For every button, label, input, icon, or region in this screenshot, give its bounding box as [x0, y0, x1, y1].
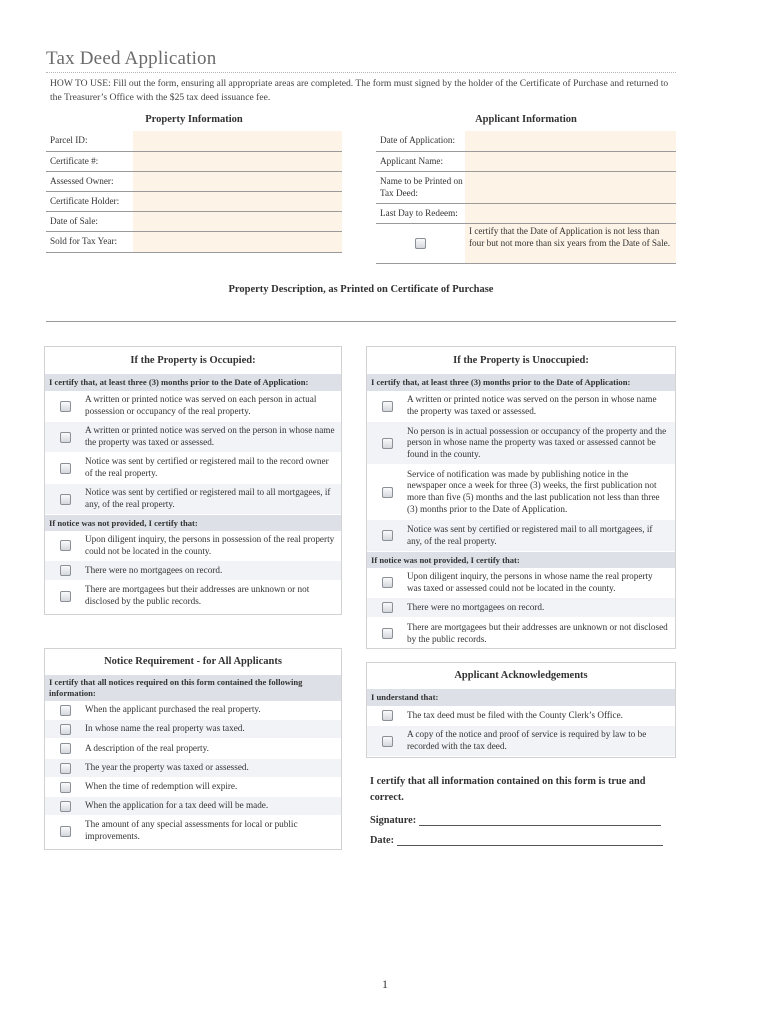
date-of-application-row	[376, 131, 676, 152]
checkbox-notice-6[interactable]	[60, 801, 71, 812]
date-of-application-input[interactable]	[465, 131, 676, 151]
checkbox-notice-3[interactable]	[60, 743, 71, 754]
sold-for-tax-year-input[interactable]	[133, 232, 342, 252]
date-label: Date:	[370, 835, 395, 846]
assessed-owner-label: Assessed Owner:	[50, 175, 114, 186]
parcel-id-input[interactable]	[133, 131, 342, 151]
notice-item	[45, 720, 341, 739]
occupied-item-text: Notice was sent by certified or registered mail to all mortgagees, if any, of the real property.	[85, 487, 331, 509]
occupied-item	[45, 484, 341, 515]
property-description-heading: Property Description, as Printed on Certificate of Purchase	[228, 284, 494, 295]
certificate-holder-input[interactable]	[133, 192, 342, 211]
unoccupied-title: If the Property is Unoccupied:	[453, 355, 589, 366]
title-divider	[46, 72, 676, 73]
notice-item-text: When the application for a tax deed will be made.	[85, 800, 269, 811]
acknowledgement-item-text: The tax deed must be filed with the County Clerk’s Office.	[407, 709, 623, 720]
how-to-use-instructions: HOW TO USE: Fill out the form, ensuring all appropriate areas are completed. The form must signed by the holder of the Certificate of Purchase and returned to the Treasurer’s Office with the $25 tax deed issuance fee.	[50, 78, 669, 103]
checkbox-unoccupied-4[interactable]	[382, 530, 393, 541]
name-printed-input[interactable]	[465, 172, 676, 203]
occupied-section	[44, 346, 342, 615]
checkbox-notice-2[interactable]	[60, 724, 71, 735]
checkbox-unoccupied-2[interactable]	[382, 438, 393, 449]
checkbox-notice-5[interactable]	[60, 782, 71, 793]
unoccupied-item	[367, 391, 675, 422]
unoccupied-item-text: No person is in actual possession or occupancy of the property and the person in whose name the property was taxed or assessed cannot be found in the county.	[407, 425, 667, 459]
notice-item-text: In whose name the real property was taxed.	[85, 723, 245, 734]
checkbox-unoccupied-1[interactable]	[382, 401, 393, 412]
unoccupied-alt-item	[367, 568, 675, 598]
checkbox-notice-4[interactable]	[60, 763, 71, 774]
occupied-alt-item	[45, 531, 341, 561]
last-day-to-redeem-row	[376, 204, 676, 224]
notice-certify-head: I certify that all notices required on this form contained the following information:	[45, 675, 341, 701]
page-title: Tax Deed Application	[46, 48, 217, 69]
checkbox-unoccupied-7[interactable]	[382, 628, 393, 639]
checkbox-unoccupied-6[interactable]	[382, 602, 393, 613]
final-certification: I certify that all information contained on this form is true and correct.	[370, 776, 646, 803]
notice-item-text: When the time of redemption will expire.	[85, 781, 238, 792]
date-line[interactable]	[397, 835, 663, 846]
notice-item-text: The amount of any special assessments for local or public improvements.	[85, 819, 298, 841]
occupied-item	[45, 422, 341, 453]
applicant-info-heading: Applicant Information	[475, 114, 577, 125]
date-of-sale-label: Date of Sale:	[50, 215, 98, 226]
checkbox-occupied-3[interactable]	[60, 463, 71, 474]
unoccupied-alt-item	[367, 598, 675, 618]
occupied-item	[45, 391, 341, 422]
signature-label: Signature:	[370, 815, 417, 826]
checkbox-ack-1[interactable]	[382, 710, 393, 721]
unoccupied-item-text: A written or printed notice was served on the person in whose name the property was taxed or assessed.	[407, 394, 657, 416]
name-printed-label: Name to be Printed on Tax Deed:	[380, 176, 463, 198]
date-of-sale-row	[46, 212, 342, 232]
page-number: 1	[382, 977, 388, 991]
assessed-owner-row	[46, 172, 342, 192]
notice-item	[45, 739, 341, 759]
assessed-owner-input[interactable]	[133, 172, 342, 191]
unoccupied-item	[367, 465, 675, 520]
notice-requirement-section	[44, 648, 342, 850]
unoccupied-alt-item-text: There were no mortgagees on record.	[407, 601, 545, 612]
last-day-to-redeem-label: Last Day to Redeem:	[380, 207, 458, 218]
certificate-number-input[interactable]	[133, 152, 342, 171]
date-row	[370, 835, 663, 846]
acknowledgements-understand-head: I understand that:	[367, 689, 675, 706]
occupied-title: If the Property is Occupied:	[130, 355, 256, 366]
parcel-id-label: Parcel ID:	[50, 135, 88, 146]
unoccupied-section	[366, 346, 676, 649]
property-info-table	[46, 131, 342, 253]
acknowledgements-section	[366, 662, 676, 758]
signature-row	[370, 815, 661, 826]
unoccupied-alt-item-text: There are mortgagees but their addresses are unknown or not disclosed by the public records.	[407, 621, 668, 644]
checkbox-unoccupied-3[interactable]	[382, 487, 393, 498]
checkbox-unoccupied-5[interactable]	[382, 577, 393, 588]
unoccupied-item	[367, 422, 675, 465]
date-of-application-label: Date of Application:	[380, 135, 456, 146]
checkbox-notice-1[interactable]	[60, 705, 71, 716]
applicant-info-table	[376, 131, 676, 264]
date-of-sale-input[interactable]	[133, 212, 342, 231]
date-certify-checkbox[interactable]	[415, 238, 426, 249]
unoccupied-certify-head: I certify that, at least three (3) months prior to the Date of Application:	[367, 374, 675, 391]
occupied-item-text: A written or printed notice was served on the person in whose name the property was taxed or assessed.	[85, 425, 335, 447]
signature-line[interactable]	[419, 815, 661, 826]
checkbox-occupied-2[interactable]	[60, 432, 71, 443]
applicant-name-row	[376, 152, 676, 172]
occupied-not-provided-head: If notice was not provided, I certify that:	[45, 515, 341, 531]
checkbox-occupied-4[interactable]	[60, 494, 71, 505]
certificate-number-row	[46, 152, 342, 172]
acknowledgement-item	[367, 726, 675, 757]
occupied-alt-item-text: Upon diligent inquiry, the persons in possession of the real property could not be located in the county.	[85, 533, 335, 556]
acknowledgement-item-text: A copy of the notice and proof of service is required by law to be recorded with the tax deed.	[407, 729, 647, 751]
checkbox-notice-7[interactable]	[60, 826, 71, 837]
occupied-alt-item-text: There are mortgagees but their addresses are unknown or not disclosed by the public records.	[85, 584, 310, 606]
unoccupied-alt-item-text: Upon diligent inquiry, the persons in whose name the real property was taxed or assessed could not be located in the county.	[407, 570, 653, 593]
checkbox-occupied-6[interactable]	[60, 565, 71, 576]
name-printed-row	[376, 172, 676, 204]
notice-item	[45, 778, 341, 797]
applicant-name-input[interactable]	[465, 152, 676, 171]
property-description-line[interactable]	[46, 321, 676, 322]
notice-item	[45, 816, 341, 847]
applicant-name-label: Applicant Name:	[380, 155, 444, 166]
notice-requirement-title: Notice Requirement - for All Applicants	[104, 656, 282, 667]
acknowledgement-item	[367, 706, 675, 726]
occupied-item-text: A written or printed notice was served on each person in actual possession or occupancy of the real property.	[85, 394, 317, 416]
notice-item-text: When the applicant purchased the real property.	[85, 704, 261, 715]
occupied-item-text: Notice was sent by certified or registered mail to the record owner of the real property.	[85, 456, 329, 478]
certificate-holder-row	[46, 192, 342, 212]
notice-item-text: The year the property was taxed or assessed.	[85, 762, 249, 773]
notice-item	[45, 759, 341, 778]
checkbox-occupied-1[interactable]	[60, 401, 71, 412]
checkbox-occupied-7[interactable]	[60, 591, 71, 602]
acknowledgements-title: Applicant Acknowledgements	[454, 670, 588, 681]
date-certify-text: I certify that the Date of Application is not less than four but not more than six years from the Date of Sale.	[465, 224, 676, 263]
unoccupied-item	[367, 520, 675, 552]
occupied-alt-item	[45, 561, 341, 581]
property-info-heading: Property Information	[145, 114, 243, 125]
notice-item-text: A description of the real property.	[85, 742, 209, 753]
certificate-holder-label: Certificate Holder:	[50, 195, 120, 206]
parcel-id-row	[46, 131, 342, 152]
unoccupied-item-text: Service of notification was made by publishing notice in the newspaper once a week for three (3) weeks, the first publication not more than five (5) months and the last publication not less than three (3) months prior to the Date of Application.	[407, 468, 660, 514]
occupied-certify-head: I certify that, at least three (3) months prior to the Date of Application:	[45, 374, 341, 391]
checkbox-ack-2[interactable]	[382, 736, 393, 747]
last-day-to-redeem-input[interactable]	[465, 204, 676, 223]
occupied-alt-item	[45, 581, 341, 612]
unoccupied-item-text: Notice was sent by certified or registered mail to all mortgagees, if any, of the real property.	[407, 523, 653, 546]
occupied-item	[45, 453, 341, 484]
notice-item	[45, 701, 341, 720]
sold-for-tax-year-label: Sold for Tax Year:	[50, 236, 118, 247]
date-certify-row	[376, 224, 676, 264]
occupied-alt-item-text: There were no mortgagees on record.	[85, 564, 223, 575]
sold-for-tax-year-row	[46, 232, 342, 253]
unoccupied-alt-item	[367, 618, 675, 650]
unoccupied-not-provided-head: If notice was not provided, I certify that:	[367, 552, 675, 568]
checkbox-occupied-5[interactable]	[60, 540, 71, 551]
notice-item	[45, 797, 341, 816]
certificate-number-label: Certificate #:	[50, 155, 99, 166]
